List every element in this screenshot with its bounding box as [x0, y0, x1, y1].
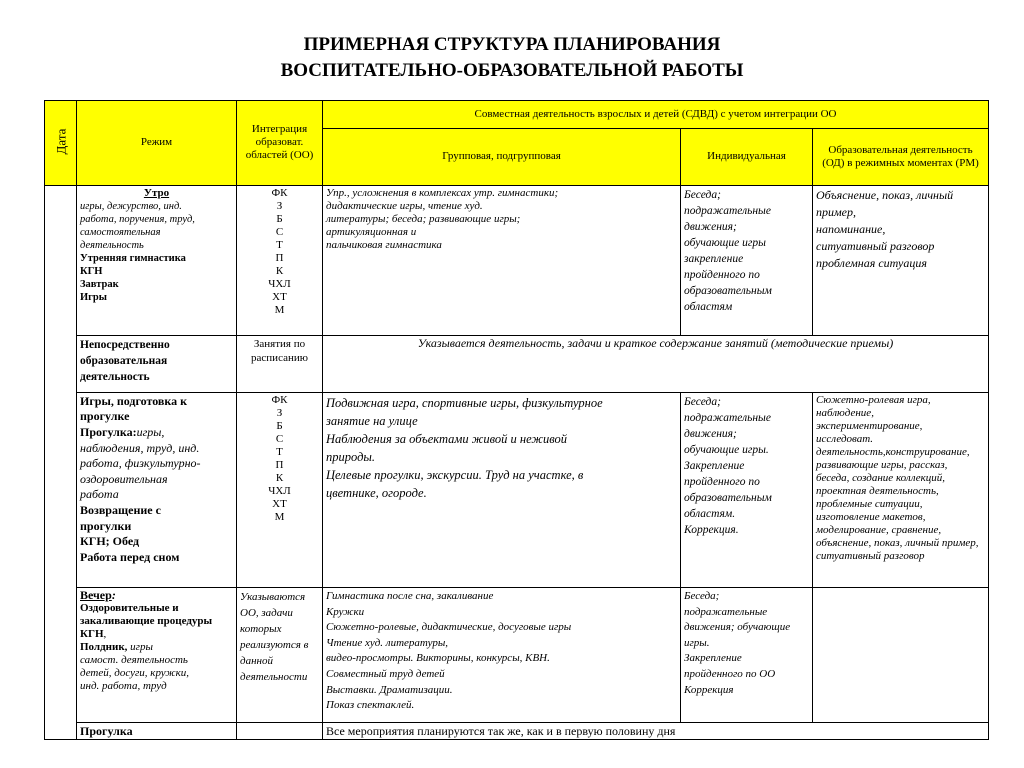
- header-individual: Индивидуальная: [681, 129, 813, 185]
- direct-regime-line: образовательная: [80, 355, 168, 368]
- educational-text-line: ситуативный разговор: [816, 238, 935, 253]
- table-row-evening: [45, 588, 989, 723]
- educational-text-line: деятельность,конструирование,: [816, 445, 970, 458]
- educational-text-line: развивающие игры, рассказ,: [816, 458, 948, 471]
- evening-title-suffix: :: [111, 588, 116, 603]
- integration-text-line: ОО, задачи: [240, 607, 293, 620]
- group-text-line: видео-просмотры. Викторины, конкурсы, КВН.: [326, 652, 550, 665]
- educational-text-line: ситуативный разговор: [816, 549, 925, 562]
- individual-text-line: областям: [684, 300, 733, 313]
- individual-text-line: образовательным: [684, 284, 772, 297]
- evening-title: Вечер: [80, 588, 112, 603]
- morning-educational-cell: [813, 185, 989, 336]
- direct-joint-cell: Указывается деятельность, задачи и краткое содержание занятий (методические приемы): [323, 336, 989, 392]
- integration-letter: З: [276, 199, 283, 212]
- table-row-last-walk: [45, 722, 989, 739]
- walk-text-line: Игры, подготовка к: [80, 393, 188, 408]
- morning-text-line: Утренняя гимнастика: [80, 252, 186, 264]
- header-date: Дата: [53, 128, 69, 155]
- title-line-1: ПРИМЕРНАЯ СТРУКТУРА ПЛАНИРОВАНИЯ: [303, 34, 721, 55]
- morning-text-line: работа, поручения, труд,: [80, 213, 195, 225]
- individual-text-line: образовательным: [684, 491, 772, 504]
- individual-text-line: Беседа;: [684, 590, 720, 603]
- educational-text-line: Сюжетно-ролевая игра,: [816, 393, 931, 406]
- walk-text-line: работа, физкультурно-: [80, 456, 201, 471]
- walk-text-line: работа: [80, 487, 119, 502]
- individual-text-line: Коррекция: [684, 683, 734, 696]
- header-row-1: [45, 101, 989, 129]
- table-row-direct-activity: [45, 336, 989, 392]
- educational-text-line: проблемные ситуации,: [816, 497, 923, 510]
- evening-label: Полдник,: [80, 641, 128, 654]
- direct-regime-cell: [77, 336, 237, 392]
- integration-letter: С: [275, 432, 284, 445]
- integration-letter: К: [275, 264, 284, 277]
- group-text-line: Выставки. Драматизации.: [326, 683, 453, 696]
- integration-letter: П: [275, 251, 284, 264]
- walk-individual-cell: [681, 392, 813, 587]
- group-text-line: Гимнастика после сна, закаливание: [326, 590, 494, 603]
- integration-letter: ХТ: [272, 290, 287, 303]
- evening-individual-cell: [681, 588, 813, 723]
- evening-text-line: Оздоровительные и: [80, 602, 179, 615]
- integration-letter: С: [275, 225, 284, 238]
- integration-letter: ФК: [271, 186, 288, 199]
- walk-text-line: прогулке: [80, 409, 130, 424]
- planning-table: [44, 100, 989, 740]
- integration-letter: ФК: [271, 393, 288, 406]
- walk-regime-cell: [77, 392, 237, 587]
- educational-text-line: проектная деятельность,: [816, 484, 939, 497]
- evening-text-line: детей, досуги, кружки,: [80, 667, 190, 680]
- integration-letter: Б: [276, 419, 283, 432]
- individual-text-line: игры.: [684, 636, 710, 649]
- date-cell: [45, 185, 77, 739]
- group-text-line: природы.: [326, 449, 375, 464]
- evening-label: КГН: [80, 628, 104, 641]
- group-text-line: Наблюдения за объектами живой и неживой: [326, 431, 567, 446]
- group-text-line: Совместный труд детей: [326, 667, 445, 680]
- individual-text-line: Закрепление: [684, 459, 745, 472]
- integration-text-line: деятельности: [240, 671, 308, 684]
- individual-text-line: пройденного по: [684, 475, 760, 488]
- educational-text-line: пример,: [816, 204, 856, 219]
- walk-group-cell: [323, 392, 681, 587]
- group-text-line: Сюжетно-ролевые, дидактические, досуговые игры: [326, 621, 572, 634]
- integration-text-line: которых: [240, 623, 282, 636]
- integration-letter: Т: [276, 445, 283, 458]
- walk-label: Прогулка:: [80, 424, 137, 439]
- educational-text-line: напоминание,: [816, 221, 886, 236]
- walk-text-line: КГН; Обед: [80, 534, 140, 549]
- morning-text-line: самостоятельная: [80, 226, 161, 238]
- morning-individual-cell: [681, 185, 813, 336]
- integration-letter: З: [276, 406, 283, 419]
- direct-regime-line: Непосредственно: [80, 339, 170, 352]
- walk-text-line: наблюдения, труд, инд.: [80, 440, 200, 455]
- educational-text-line: изготовление макетов,: [816, 510, 926, 523]
- evening-group-cell: [323, 588, 681, 723]
- individual-text-line: Беседа;: [684, 188, 721, 201]
- individual-text-line: движения;: [684, 220, 737, 233]
- morning-text-line: деятельность: [80, 239, 144, 251]
- individual-text-line: подражательные: [684, 605, 768, 618]
- group-text-line: цветнике, огороде.: [326, 485, 427, 500]
- morning-regime-cell: [77, 185, 237, 336]
- individual-text-line: подражательные: [684, 411, 771, 424]
- direct-integration-line: расписанию: [251, 352, 308, 365]
- individual-text-line: подражательные: [684, 204, 771, 217]
- group-text-line: дидактические игры, чтение худ.: [326, 199, 483, 212]
- educational-text-line: экспериментирование,: [816, 419, 923, 432]
- integration-letter: М: [274, 510, 285, 523]
- evening-educational-cell: [813, 588, 989, 723]
- integration-letter: П: [275, 458, 284, 471]
- educational-text-line: моделирование, сравнение,: [816, 523, 942, 536]
- group-text-line: артикуляционная и: [326, 225, 417, 238]
- morning-integration-cell: [237, 185, 323, 336]
- walk-integration-cell: [237, 392, 323, 587]
- individual-text-line: Беседа;: [684, 395, 721, 408]
- walk-text-line: Возвращение с: [80, 502, 161, 517]
- individual-text-line: пройденного по: [684, 268, 760, 281]
- last-joint-cell: Все мероприятия планируются так же, как и в первую половину дня: [323, 722, 989, 739]
- individual-text-line: Коррекция.: [684, 523, 739, 536]
- direct-integration-cell: [237, 336, 323, 392]
- educational-text-line: наблюдение,: [816, 406, 874, 419]
- walk-text-line: прогулки: [80, 518, 132, 533]
- group-text-line: Кружки: [326, 605, 365, 618]
- header-group: Групповая, подгрупповая: [323, 129, 681, 185]
- individual-text-line: пройденного по ОО: [684, 667, 776, 680]
- individual-text-line: обучающие игры.: [684, 443, 769, 456]
- group-text-line: занятие на улице: [326, 413, 418, 428]
- evening-regime-cell: [77, 588, 237, 723]
- group-text-line: Показ спектаклей.: [326, 699, 415, 712]
- educational-text-line: проблемная ситуация: [816, 255, 927, 270]
- educational-text-line: исследоват.: [816, 432, 874, 445]
- evening-text-line: самост. деятельность: [80, 654, 188, 667]
- integration-letter: М: [274, 303, 285, 316]
- morning-text-line: КГН: [80, 265, 103, 277]
- integration-letter: ЧХЛ: [268, 484, 291, 497]
- integration-letter: ХТ: [272, 497, 287, 510]
- morning-text-line: игры, дежурство, инд.: [80, 200, 182, 212]
- walk-text: игры,: [136, 424, 165, 439]
- header-educational: Образовательная деятельность (ОД) в режимных моментах (РМ): [813, 129, 989, 185]
- integration-letter: К: [275, 471, 284, 484]
- individual-text-line: движения; обучающие: [684, 621, 791, 634]
- group-text-line: Целевые прогулки, экскурсии. Труд на участке, в: [326, 467, 584, 482]
- direct-integration-line: Занятия по: [253, 338, 306, 351]
- group-text-line: литературы; беседа; развивающие игры;: [326, 212, 521, 225]
- integration-text-line: Указываются: [240, 591, 306, 604]
- individual-text-line: областям.: [684, 507, 736, 520]
- morning-group-cell: [323, 185, 681, 336]
- title-line-2: ВОСПИТАТЕЛЬНО-ОБРАЗОВАТЕЛЬНОЙ РАБОТЫ: [280, 60, 744, 81]
- evening-text-line: инд. работа, труд: [80, 680, 167, 693]
- header-regime: Режим: [77, 101, 237, 186]
- header-integration: Интеграция образоват. областей (ОО): [237, 101, 323, 186]
- group-text-line: Упр., усложнения в комплексах утр. гимнастики;: [326, 186, 559, 199]
- evening-text: игры: [127, 641, 153, 654]
- walk-text-line: оздоровительная: [80, 471, 168, 486]
- table-row-walk: [45, 392, 989, 587]
- group-text-line: Подвижная игра, спортивные игры, физкультурное: [326, 395, 603, 410]
- educational-text-line: объяснение, показ, личный пример,: [816, 536, 979, 549]
- integration-letter: Б: [276, 212, 283, 225]
- table-row-morning: [45, 185, 989, 336]
- document-title: [0, 32, 1024, 84]
- integration-letter: ЧХЛ: [268, 277, 291, 290]
- integration-text-line: реализуются в: [240, 639, 309, 652]
- individual-text-line: Закрепление: [684, 652, 742, 665]
- evening-text: ,: [103, 628, 107, 641]
- group-text-line: пальчиковая гимнастика: [326, 238, 442, 251]
- last-regime-cell: Прогулка: [77, 722, 237, 739]
- morning-text-line: Игры: [80, 291, 107, 303]
- individual-text-line: обучающие игры: [684, 236, 766, 249]
- morning-text-line: Завтрак: [80, 278, 119, 290]
- direct-regime-line: деятельность: [80, 371, 150, 384]
- integration-letter: Т: [276, 238, 283, 251]
- evening-text-line: закаливающие процедуры: [80, 615, 213, 628]
- individual-text-line: закрепление: [684, 252, 744, 265]
- integration-text-line: данной: [240, 655, 273, 668]
- morning-title: Утро: [143, 186, 170, 199]
- group-text-line: Чтение худ. литературы,: [326, 636, 449, 649]
- walk-educational-cell: [813, 392, 989, 587]
- header-joint-activity: Совместная деятельность взрослых и детей (СДВД) с учетом интеграции ОО: [323, 101, 989, 129]
- educational-text-line: Объяснение, показ, личный: [816, 187, 954, 202]
- last-integration-cell: [237, 722, 323, 739]
- header-date-cell: [45, 101, 77, 186]
- walk-text-line: Работа перед сном: [80, 549, 180, 564]
- educational-text-line: беседа, создание коллекций,: [816, 471, 946, 484]
- evening-integration-cell: [237, 588, 323, 723]
- individual-text-line: движения;: [684, 427, 737, 440]
